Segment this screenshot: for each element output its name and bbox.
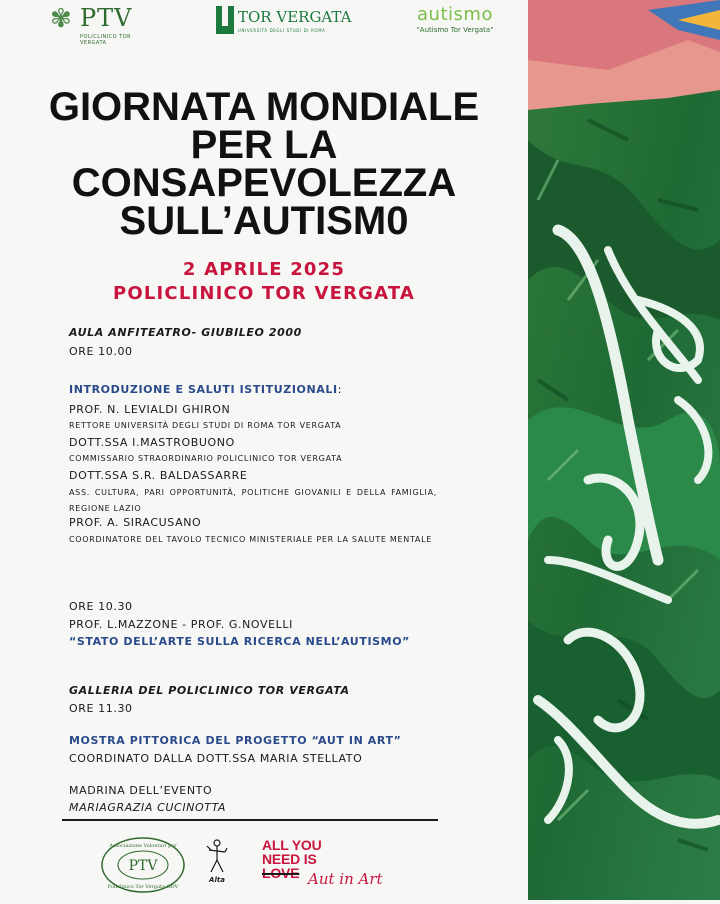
seal-ring-top: Associazione Volontari per bbox=[109, 843, 177, 849]
seal-text: PTV bbox=[128, 858, 158, 874]
event-date: 2 APRILE 2025 bbox=[182, 259, 346, 280]
session1-time: ORE 10.00 bbox=[69, 345, 133, 358]
page-title bbox=[0, 85, 528, 243]
all-you-need-logo bbox=[262, 838, 392, 894]
alta-logo bbox=[203, 838, 231, 890]
footer-logos bbox=[0, 824, 528, 900]
ayni-line2: NEED IS bbox=[262, 851, 317, 867]
event-venue: POLICLINICO TOR VERGATA bbox=[112, 283, 416, 304]
madrina-name: MARIAGRAZIA CUCINOTTA bbox=[69, 801, 227, 814]
seal-icon bbox=[100, 836, 186, 894]
session2-time: ORE 10.30 bbox=[69, 600, 133, 613]
speaker-name: DOTT.SSA I.MASTROBUONO bbox=[69, 436, 235, 449]
title-line: GIORNATA MONDIALE bbox=[48, 85, 480, 129]
session1-heading-text: INTRODUZIONE E SALUTI ISTITUZIONALI bbox=[69, 383, 338, 396]
speaker-name: PROF. N. LEVIALDI GHIRON bbox=[69, 403, 231, 416]
session3-time: ORE 11.30 bbox=[69, 702, 133, 715]
tor-vergata-logo bbox=[216, 6, 352, 40]
speaker-name: DOTT.SSA S.R. BALDASSARRE bbox=[69, 469, 248, 482]
divider bbox=[62, 819, 438, 821]
artwork-panel bbox=[528, 0, 720, 900]
session1-heading bbox=[69, 383, 342, 396]
painting-image bbox=[528, 0, 720, 900]
tor-vergata-logo-name: TOR VERGATA bbox=[238, 8, 352, 26]
volunteers-seal-logo bbox=[100, 836, 186, 894]
speaker-role: RETTORE UNIVERSITÀ DEGLI STUDI DI ROMA TOR VERGATA bbox=[69, 421, 342, 430]
speaker-role: COMMISSARIO STRAORDINARIO POLICLINICO TOR VERGATA bbox=[69, 454, 343, 463]
figure-icon: ✾ bbox=[50, 4, 72, 34]
tor-vergata-logo-subtitle: UNIVERSITÀ DEGLI STUDI DI ROMA bbox=[238, 28, 326, 33]
session3-heading: MOSTRA PITTORICA DEL PROGETTO “AUT IN ART” bbox=[69, 734, 402, 747]
madrina-label: MADRINA DELL’EVENTO bbox=[69, 784, 213, 797]
session3-place: GALLERIA DEL POLICLINICO TOR VERGATA bbox=[69, 684, 350, 697]
aut-in-art-script: Aut in Art bbox=[308, 870, 383, 888]
session2-talk: “STATO DELL’ARTE SULLA RICERCA NELL’AUTISMO” bbox=[69, 635, 410, 648]
autismo-logo-name: autismo bbox=[417, 4, 493, 25]
speaker-role: COORDINATORE DEL TAVOLO TECNICO MINISTERIALE PER LA SALUTE MENTALE bbox=[69, 535, 433, 544]
autismo-logo-subtitle: "Autismo Tor Vergata" bbox=[416, 26, 494, 34]
title-line: CONSAPEVOLEZZA bbox=[71, 161, 457, 205]
ptv-logo-name: PTV bbox=[80, 4, 133, 32]
session1-heading-suffix: : bbox=[337, 383, 343, 396]
seal-ring-bottom: Policlinico Tor Vergata ODV bbox=[107, 884, 179, 890]
title-line: PER LA bbox=[190, 123, 338, 167]
ayni-line3: LOVE bbox=[262, 865, 300, 881]
speaker-role: ASS. CULTURA, PARI OPPORTUNITÀ, POLITICHE GIOVANILI E DELLA FAMIGLIA, REGIONE LAZIO bbox=[69, 488, 437, 513]
session2-speakers: PROF. L.MAZZONE - PROF. G.NOVELLI bbox=[69, 618, 293, 631]
autismo-logo bbox=[410, 6, 500, 40]
dancer-icon bbox=[203, 838, 231, 876]
header-logos bbox=[0, 0, 528, 70]
ayni-line1: ALL YOU bbox=[262, 837, 322, 853]
session1-place: AULA ANFITEATRO- GIUBILEO 2000 bbox=[69, 326, 302, 339]
alta-logo-name: Alta bbox=[209, 876, 225, 884]
ptv-logo bbox=[50, 2, 145, 48]
ptv-logo-subtitle: POLICLINICO TOR VERGATA bbox=[80, 34, 132, 46]
speaker-name: PROF. A. SIRACUSANO bbox=[69, 516, 202, 529]
title-line: SULL’AUTISM0 bbox=[119, 199, 409, 243]
session3-coordinator: COORDINATO DALLA DOTT.SSA MARIA STELLATO bbox=[69, 752, 363, 765]
tor-vergata-mark-icon bbox=[216, 6, 234, 34]
event-date-block bbox=[0, 258, 528, 306]
